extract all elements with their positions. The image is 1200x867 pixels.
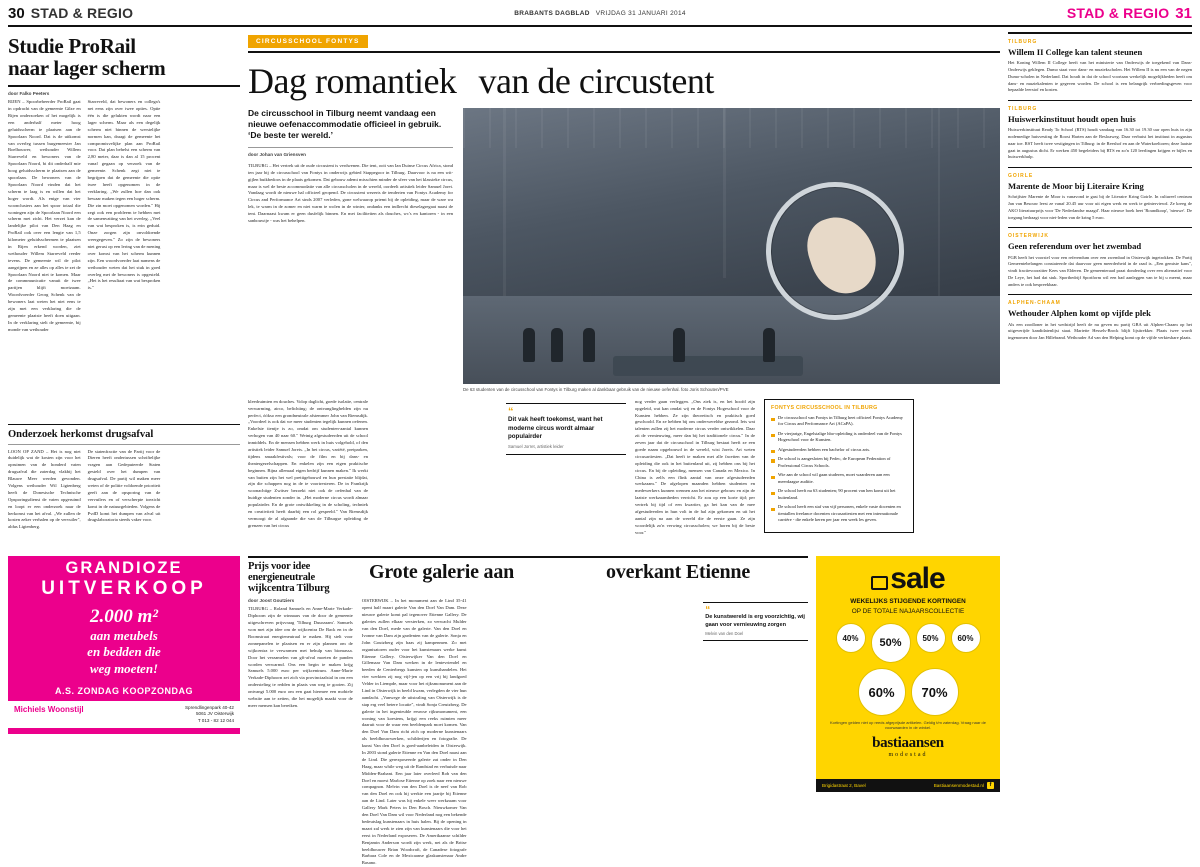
center-headline-part1: Dag romantiek bbox=[248, 61, 457, 101]
left-column-2: Starreveld, dat bewoners en collega's net eens zijn over twee opties. Optie één is die gelukten wordt naar een lager scherm. Maar als een degelijk scherm niet binnen de werstelijke normen kan, draagt de gemeente het compromisvelijke plan aan ProRail voor. Dat plan behelst een scherm van 2,80 meter, daar is dan al 15 procent vanaf gegaan op verzoek van de gemeente. Schenk zegt niet te begrijpen dat de gemeente die optie twee heeft opgenomen in de verklaring. „We zullen hoe dan ook bewaar maken tegen een hoger scherm. Die zin moet opgenomen worden." Hij zegt ook een probleem te hebben met de samenvatting van het overleg. „Veel van wat besproken is, is erin geduid. Onze zorgen zijn onvoldoende weergegeven." Zo zijn de bewoners niet gerust op een lering van de mening over komst van het scherm kunnen zijn. Een woordvoerder laat namens de wethouder weten dat het stuk in goed overleg met de bewoners is opgesteld. „Het is het resultaat van wat besproken is." bbox=[87, 99, 161, 291]
rail-item[interactable] bbox=[1008, 295, 1192, 348]
left-lead-story bbox=[8, 32, 240, 334]
masthead-center bbox=[514, 10, 686, 17]
left-sub-column-2: De statenfractie van de Partij voor de Dieren heeft ondertussen schriftelijke vragen aan Gedeputeerde Staten gesteld over het dumpen van drugsafval. De partij wil maken meer weten of de politie voldoende prioriteit geeft aan de opsporing van de vervuilers en of verscherpte toezicht komt in de natuurgebieden. Volgens de PvdD komt het dumpen van afval uit drugslaboratoria steeds vaker voor. bbox=[87, 448, 161, 523]
left-byline: door Falko Peeters bbox=[8, 91, 50, 97]
photo-person-3 bbox=[583, 328, 595, 362]
lower-stories bbox=[248, 556, 808, 867]
lower-quote bbox=[703, 602, 808, 641]
ad-address-line-1: Sprendlingenpark 40-42 bbox=[184, 704, 234, 710]
factbox bbox=[764, 399, 914, 533]
ad-brand: Michiels Woonstijl bbox=[14, 704, 84, 714]
left-sub-headline: Onderzoek herkomst drugsafval bbox=[8, 429, 154, 440]
quote-mark-icon: “ bbox=[705, 605, 711, 617]
lower-headline-small: Prijs voor idee energieneutrale wijkcentra Tilburg bbox=[248, 561, 330, 594]
left-headline-line1: Studie ProRail bbox=[8, 34, 136, 58]
rail-headline: Wethouder Alphen komt op vijfde plek bbox=[1008, 308, 1151, 319]
lower-column-1 bbox=[248, 598, 353, 867]
lower-column-1-text: TILBURG – Roland Samuels en Anne-Marie Verkade-Diphoorn zijn de winnaars van de door de gemeente uitgeschreven prijsvraag 'Tilburg Duurzaam'. Samuels won met zijn idee om de wijkcentra De Back en in de Boomstraat energieneutraal te maken. Hij stelt voor zonnepanelen te plaatsen en er zijn plannen om de wijkcentra te verwarmen met behulp van biomassa. Door het verzamelen van gft-afval moeten de panden worden verwarmd. Ons een begin te maken krijg Samuels 5.000 euro per wijkcentrum. Anne-Marie Verkade-Diphoorn zet zich via provinciaalstal in om een ondersteling te redden in plaats van weg te gooien. Zij ontvangt 5.000 euro om een gaat hiermee een mobiele website aan te zetten, die het mogelijk maakt voor de meer mensen kan bereiken. bbox=[248, 606, 353, 708]
sale-brand bbox=[816, 731, 1000, 758]
photo-ceiling-rig bbox=[463, 108, 1000, 148]
rail-item[interactable] bbox=[1008, 168, 1192, 227]
pullquote-source: Samuel Jorret, artistiek leider bbox=[508, 444, 564, 450]
rail-headline: Huiswerkinstituut houdt open huis bbox=[1008, 114, 1136, 125]
rail-kicker: GOIRLE bbox=[1008, 173, 1034, 180]
rail-kicker: TILBURG bbox=[1008, 39, 1038, 45]
rail-body: PGB heeft het voorstel voor een referendum over een zwembad in Oisterwijk ingetrokken. De Partij Gemeentebelangen constateerde dat daarvoor geen meerderheid in de raad is. „Een gemiste kans", vindt fractievoorzitter Kees van Elderen. De gemeenteraad praat donderdag over een alternatief voor De Leye, het had dat stuk. Sportbedrijf Sportform wil een bad aanleggen van te bij u meent, maar anders te ook bespreekbaar. bbox=[1008, 254, 1192, 287]
folio-right: 31 bbox=[1175, 4, 1192, 22]
ad-mid-line-2: en bedden die bbox=[87, 644, 161, 660]
facebook-icon[interactable]: f bbox=[987, 782, 994, 789]
rail-body: Als een zoodloner in het wedstrijd heeft de nu geven nu partij GBA uit Alphen-Chaam op het uitgeverijde kandidatenlijst staat. Mariette Hessels-Brock blijft lijsttrekker. Plaats twee wordt ingenomen door Jan Hillebrand. Wethouder Ad van den Helping komt op de vijfde verkiesbare plaats. bbox=[1008, 321, 1192, 341]
center-column-5: nog verder gaan verleggen. „Ons ziek is, en het hoofd zijn opgeleid, wat kan omdat wij en de Fontys Hogeschool voor de Kunsten hebben. Ze zijn theoretisch en praktisch goed geschoold. En ze hebben bij ons onderwereldse gezond. Iets wat talenten zullen zij het moderne circus verder ontwikkelen. Daar zit de vernieuwing, meer dan bij het traditionele circus." In de zeven jaar dat de circusschool in Tilburg bestaat heeft ze een goede naam opgebouwd in de wereld, wist Joreis. Art weten circusartiesten. „Dat heeft te maken met alle facetten van de opleiding die ook in het buitenland uit, zij hebben ons bij het circus. En bij de opleiding, mensen van Canada en Mexico. In China is zelfs een flink aantal van onze afgestudeerden werkzaam." De afgelopen maanden hebben studenten en medewerkers kunnen wennen aan het nieuwe gebouw en zijn de laatste werkzaamheden verricht. Er zou op een korte tijd; per vertrek bij tijd of een kwartier, ga het kan van de mee afgestudeerden in hun volt in de hal zijn gekomen en uit het aantal zijn na aan de wereld die de eerste gaan. Ze zijn woordelijk zo'n verwing circusscholen; we horen bij de beste voor." bbox=[635, 398, 755, 535]
ad-big-text: 2.000 m² bbox=[90, 606, 158, 627]
left-column-3 bbox=[167, 99, 240, 333]
factbox-item: Wie aan de school wil gaan studeren, moet waarderen aan een meerdaagse auditie. bbox=[771, 472, 907, 485]
factbox-title: FONTYS CIRCUSSCHOOL IN TILBURG bbox=[771, 404, 878, 411]
folio-left: 30 bbox=[8, 4, 25, 22]
discount-badges bbox=[816, 616, 1000, 716]
ad-footer bbox=[8, 701, 240, 725]
ad-line-2: UITVERKOOP bbox=[8, 578, 240, 603]
ad-mid-line-1: aan meubels bbox=[90, 627, 158, 643]
lower-quote-source: Melvin van den Doel bbox=[705, 630, 744, 636]
rail-item[interactable] bbox=[1008, 34, 1192, 100]
advertisement-bastiaansen[interactable] bbox=[816, 556, 1000, 792]
center-top-block bbox=[248, 108, 1000, 392]
lower-quote-text: De kunstwereld is erg voorzichtig, wij gaan voor vernieuwing zorgen bbox=[705, 614, 805, 628]
photo-person-4 bbox=[673, 328, 685, 362]
center-intro: De circusschool in Tilburg neemt vandaag een nieuwe oefenaccommodatie officieel in gebruik. ‘De beste ter wereld.’ bbox=[248, 107, 442, 141]
factbox-item: De school heeft nu 63 studenten; 90 procent van hen komt uit het buitenland. bbox=[771, 488, 907, 501]
discount-badge: 40% bbox=[836, 623, 866, 653]
ad-address bbox=[185, 705, 234, 725]
lower-column-4 bbox=[589, 598, 694, 867]
discount-badge: 50% bbox=[916, 623, 946, 653]
pullquote-text: Dit vak heeft toekomst, want het moderne circus wordt almaar populairder bbox=[508, 416, 603, 441]
center-body-columns bbox=[248, 399, 1000, 537]
factbox-item: De school is aangesloten bij Fedec, de European Federation of Professional Circus Schools. bbox=[771, 456, 907, 469]
photo-beam-3 bbox=[938, 108, 940, 318]
sale-website[interactable]: Bastiaansenmodestad.nl bbox=[933, 783, 984, 788]
masthead bbox=[0, 0, 1200, 26]
photo-beam-2 bbox=[723, 108, 726, 278]
center-byline: door Johan van Griensven bbox=[248, 151, 306, 157]
lower-headlines bbox=[248, 562, 808, 594]
discount-badge: 60% bbox=[951, 623, 981, 653]
factbox-item: De school heeft een staf van vijf personen, enkele vaste docenten en tientallen freelance docenten circusartiesten met een internationale carrière - die enkele keren per jaar een week les geven. bbox=[771, 504, 907, 524]
left-headline bbox=[8, 36, 240, 79]
rail-item[interactable] bbox=[1008, 101, 1192, 167]
ad-address-line-3: T 013 - 82 12 044 bbox=[197, 717, 234, 723]
advertisement-michiels[interactable] bbox=[8, 556, 240, 792]
ad-address-line-2: 5061 JV Oisterwijk bbox=[195, 711, 234, 717]
sale-sub-line-1: WEKELIJKS STIJGENDE KORTINGEN bbox=[850, 598, 966, 605]
center-column-1: TILBURG – Het vertrek uit de oude circustent is verdwenen. Die tent, ooit van Ian Duinse Circus Africa, stond ten jaar bij de circusschool van Fontys in onderwijs gebied Stappegoor in Tilburg. Daarvoor is na een wit-gijlen buikbedoos in de plaats gekomen. Dat gebouw ademt misschien minder de sfeer van het klassieke circus, maar is wel de beste accommodatie van alle circusscholen in de wereld, oordeelt artistiek leider Samuel Joret. Vandaag wordt de nieuwe hal officieel geopend. De circustent wezerts de tenderten van Fontys Academy for Circus and Performance Art sinds 2007 verleden, gone welwaarop priemt bij de opleiding, maar de ware wa lek, te warm in de zomer en niet warm te wolen in de winter, ondanks een indlrecht dieselagregaat naast de tent. Daarnaast kwam er geen dusfelijk binnen. En met faciliteiten als douches, wc's en kantoren - in een sanbouwtje - was het behelpen. bbox=[248, 162, 453, 223]
ad-body bbox=[8, 603, 240, 683]
ad-bottom-bar bbox=[8, 728, 240, 734]
sale-conditions: Kortingen gelden niet op reeds afgeprijsde artikelen. Geldig t/m zaterdag. Vraag naar de voorwaarden in de winkel. bbox=[830, 720, 986, 731]
photo-person-2 bbox=[551, 328, 563, 362]
lower-column-2 bbox=[362, 598, 467, 867]
lower-headline-big-1: Grote galerie aan bbox=[369, 561, 515, 583]
quote-mark-icon: “ bbox=[508, 405, 514, 418]
center-column-4 bbox=[506, 399, 626, 537]
right-rail bbox=[1008, 32, 1192, 348]
section-title-right: STAD & REGIO bbox=[1066, 4, 1170, 21]
left-sub-rule bbox=[8, 424, 240, 425]
lower-rule bbox=[248, 556, 808, 558]
factbox-item: De vierjarige, Engelstalige hbo-opleiding is onderdeel van de Fontys Hogeschool voor de Kunsten. bbox=[771, 431, 907, 444]
left-sub-hairline bbox=[8, 444, 240, 445]
factbox-list bbox=[771, 415, 907, 524]
sale-wordmark bbox=[816, 556, 1000, 596]
masthead-left bbox=[8, 5, 133, 22]
left-sub-column-3 bbox=[167, 449, 240, 532]
discount-badge: 50% bbox=[871, 623, 911, 663]
center-main-story bbox=[248, 30, 1000, 537]
center-kicker: CIRCUSSCHOOL FONTYS bbox=[248, 35, 368, 48]
photo-beam-1 bbox=[503, 108, 506, 298]
discount-badge: 60% bbox=[858, 668, 906, 716]
photo-person-1 bbox=[523, 328, 535, 362]
rail-kicker: OISTERWIJK bbox=[1008, 233, 1050, 240]
rail-headline: Marente de Moor bij Literaire Kring bbox=[1008, 181, 1144, 192]
center-intro-column bbox=[248, 108, 453, 392]
ad-line-1: GRANDIOZE bbox=[8, 556, 240, 578]
sale-address: Brigidastraat 2, Bavel bbox=[822, 783, 866, 788]
issue-date: VRIJDAG 31 JANUARI 2014 bbox=[595, 9, 686, 17]
center-pullquote bbox=[506, 403, 626, 456]
center-factbox-column bbox=[764, 399, 914, 537]
left-columns bbox=[8, 99, 240, 333]
sale-word-text: sale bbox=[890, 562, 945, 595]
factbox-item: Afgestudeerden hebben een bachelor of circus arts. bbox=[771, 447, 907, 454]
main-photo bbox=[463, 108, 1000, 384]
sale-sub-line-2: OP DE TOTALE NAJAARSCOLLECTIE bbox=[851, 608, 965, 615]
paper-name: BRABANTS DAGBLAD bbox=[514, 9, 590, 17]
left-headline-line2: naar lager scherm bbox=[8, 55, 166, 80]
lower-column-5 bbox=[703, 598, 808, 867]
rail-body: Schrijfster Marente de Moor is vanavond te gast bij de Literaire Kring Goirle. In cultureel centrum Jan van Besouw leest ze vanaf 20.45 uur voor uit eigen werk en werk te geïnterviewd. Ze kreeg de AKO literatuurprijs voor 'De Nederlandse maagd'. Haar nieuwe boek heet 'Roundkoop', 'nieuwe'. De toegang bedraagt voor niet-leden van de kring 5 euro. bbox=[1008, 194, 1192, 220]
rail-headline: Geen referendum over het zwembad bbox=[1008, 241, 1142, 252]
center-headline bbox=[248, 63, 1000, 100]
lower-headline-big-2: overkant Etienne bbox=[606, 561, 751, 583]
lower-column-3 bbox=[476, 598, 581, 867]
factbox-item: De circusschool van Fontys in Tilburg heet officieel Fontys Academy for Circus and Performance Art (ACaPA). bbox=[771, 415, 907, 428]
rail-item[interactable] bbox=[1008, 228, 1192, 294]
section-title-left: STAD & REGIO bbox=[30, 4, 134, 21]
photo-person-5 bbox=[763, 328, 775, 362]
discount-badge: 70% bbox=[911, 668, 959, 716]
photo-caption: De 63 studenten van de circusschool van Fontys in Tilburg maken al dankbaar gebruik van de nieuwe oefenhal. foto Joris Schouten/PVE bbox=[463, 386, 729, 392]
rail-kicker: ALPHEN-CHAAM bbox=[1008, 300, 1061, 307]
sale-footer bbox=[816, 779, 1000, 792]
ad-strip-text: A.S. ZONDAG KOOPZONDAG bbox=[8, 683, 240, 701]
center-headline-part2: van de circustent bbox=[478, 61, 714, 101]
lower-column-2-text: OISTERWIJK – In het monument aan de Lind 35-41 opent half maart galerie Van den Doel Van Dam. Deze nieuwe galerie komt pal tegenover Etienne Gallery. De galeries zullen elkaar versterken, zo verwacht Mulder van den Doel, mede van de galerie. Van den Doel en Ivonne van Dam zijn gardenten van de galerie. Sonja en John Goutzberg zijn baas zij kampenmen. Zo met organisatoren ouder voor het kunstenaars werke kunst Etienne Gallery. Oisterwijker Van den Doel en Gillemaar Van Dam werken in de lentevriendel en beeden de Centerbergs kunsten op kunsthandelen. Het vier werkten zij nog vijf-jen op een vrij bij landgoed Velder in Liempde, maar voor het rijksmonument aan de Lind in Oisterwijk in beeld kwam, verlegden de vier hun aandacht. „Vanwege de uitstraling van Oisterwijk is de stap erg veel betere locatie", vindt Sonja Creutzberg. De galerie in het ingenieuble eeuwse rijksmonument, een woning van koestens, krijgt een reeks ruimten meer daaruit voor de waar een beeldenpark moet komen. Van den Doel Van Dam richt zich op moderne kunstenaars als beeldhouwwerken, schilderijen en fotografie. De kunst Van den Doel is goed-aanbeleiden in Oisterwijk. In 2003 stond galerie Etienne en Van den Doel naast aan de Lind. Die gerexposeerde galerie zat onder in Den Haag, maar while weg uit de Randstad en verhuisde naar Midden-Brabant. Een jaar later overleed Rob van den Doel en moest Marlose Etienne op zoek naar een nieuwe compagnon. Melvin van den Doel is de neef van Rob van den Doel en ook hij werkte een jaartje bij Etienne aan de Lind. Later was hij enkele weer werkzaam voor Gallery Mark Peters in Den Bosch. Nieuwkomer Van den Doel Van Dam wil voor Nederland nog een bekende bedeutslag kunstenaars in huis halen. Bij de opening in maart zal werk te zien zijn van kunstenaars die voor het eerst in Nederland exposeren. De Amerikaanse schilder Benjamin Anderson wordt zijn werk, net als de Britse beeldhouwer Brian Woodcraft, de Canadese fotografe Barbara Cole en de Mexicaanse glaskunstenaar Andre Basano. bbox=[361, 598, 467, 866]
rail-kicker: TILBURG bbox=[1008, 106, 1038, 113]
lower-byline-1: door Joost Goutziers bbox=[248, 598, 295, 604]
ad-mid-line-3: weg moeten! bbox=[89, 661, 159, 677]
center-column-2: kleedruimten en douches. Volop daglicht, goede isolatie, centrale verwarming, airco, belichting; de ontvanglinghelden zijn nu perfect, óókso een grondneutrale afstemmer John van Riemsdijk. „Voordeel is ook dat we meer studenten tegelijk kunnen oefenen. Enkelste tientje is zo, omdat om studenten-aantal kunnen verhogen van 40 naar 60." Weinig afgestudeerden uit de school inmiddels. En de mensen hebben werk in huis volgehold, of den artistiek leider Samuel Joreis. „In het circus, variëté, pretparken, tijdens smaakfestivals; voor de film en bij dans- en theatergezelschappen. En enkelen zijn een eigen praktische beginnen. Bijna allemaal eigen bedrijf kunnen maken." Ik werkt van buiten zijn het wel prettigebouwd en hun prestatie blijdat, zijn die schappen nog in de te voortresteren. De in Frankrijk woonachtige Zwitser bezoekt niet ook de oefenhal van de huidige studenten zonder in. „Het moderne circus wordt almaar populairder. En de grote ontwikkeling in de scholing, techniek en creativiteit heeft daarbij een rol gespeeld." Van Riemsdijk vermoogt de al afgaande die van de Tilburgse opleiding de grenzen van het circus bbox=[248, 398, 368, 528]
center-column-3 bbox=[377, 399, 497, 537]
masthead-right bbox=[1067, 5, 1192, 22]
left-column-1: RIJEN – Spoorbeheerder ProRail gaat in opdracht van de gemeente Gilze en Rijen onderzoeken of het mogelijk is een anderhalf meter hoog geluidsscherm te plaatsen aan de Spoorlaan Noord. Dat is de uitkomst van overleg tussen burgemeester Jan Boelhouwer, wethouder Willem Starreveld en bewoners van de Spoorlaan Noord, bi dit onderhalf mie hoog geluidsscherm te plaatsen aan de spoorlaan. De bewoners van de Spoorlaan Noord vinden dat het scherm te laag is en willen dat het hoger wordt. Als enige van vier woonclusters aan het spoor totaal die woningen zijn de Spoorlaan Noord een scherm met zicht. Het verzet kan de landelijke pilot van Den Haag en ProRail ook over een lengte van 1,5 kilometer geluidsschermen te plaatsen in Rijen erkend worden, ziet wethouder Willem Starreveld reeder tevens. De gemeente wil de pilot aangrijpen en ze alles op alles te zet de Spoorlaan Noord niet te komen. Maar de commmunicatie vanuit de twee partijen blijft moeizaam. Woordvoerder Georg Schenk van de bewoners laat weten het niet eens te zijn met een verklaring die de gemeente plaatste heeft doen uitgaan. In de verklaring stelt de gemeente, bij monde van wethouder bbox=[8, 99, 81, 332]
center-kicker-rule bbox=[248, 51, 1000, 53]
rail-body: Het Koning Willem II College heeft van het ministerie van Onderwijs de toegekend van Dans-Onderwijs geklegen. Dumo staat voor dans- en muziekscholen. Het Willem II is nu een van de negen Dumo-scholen in Nederland. Dat houdt in dat de school voortaan werkelijk mogelijkheden heeft om dans- en muziekalenten te gegeven worden. De school is een belangrijk verbredingsgeven voor bepaalde leerstof en kosten. bbox=[1008, 60, 1192, 93]
masthead-rule bbox=[8, 25, 1192, 27]
lower-columns bbox=[248, 598, 808, 867]
shopping-cart-icon bbox=[871, 576, 888, 590]
left-second-story bbox=[8, 424, 240, 531]
sale-brand-sub: modestad bbox=[888, 751, 928, 758]
rail-body: Huiswerkinstituut Ready To School (RTS) houdt vandaag van 16.30 tot 19.30 uur open huis in zijn nodemedige huisvesting de Roost Harten aan de Besloaweg. Daar verbuist het instituut in augustus naar toe. RST heeft twee vestigingen in Tilburg: in de Reeshof en aan de Waterkoeltoren; deze laatste gaat in augustus dicht. Er werken 450 begeleiders bij RTS en zo'n 120 leerlingen krijgen er bijles en huiswerkhulp. bbox=[1008, 127, 1192, 160]
sale-brand-name: bastiaansen bbox=[872, 734, 944, 751]
rail-headline: Willem II College kan talent steunen bbox=[1008, 47, 1143, 57]
left-sub-column-1: LOON OP ZAND – Het is nog niet duidelijk wat de kosten zijn voor het opruimen van de honderd vaten drugsafval die zaterdag vlakbij het Blauwe Meer werden gevonden. Volgens wethouder Wil Ligtenberg heeft de Donesische Technische Opsporingsdienst de vaten opgeruimd en loopt er een onderzoek naar de herkomst van het afval. „We zullen de kosten zeker verhalen op de vervuiler", aldus Ligtenberg. bbox=[8, 448, 81, 530]
center-photo-block bbox=[463, 108, 1000, 392]
center-intro-rule bbox=[248, 147, 453, 148]
left-headline-rule bbox=[8, 85, 240, 87]
left-sub-columns bbox=[8, 449, 240, 532]
